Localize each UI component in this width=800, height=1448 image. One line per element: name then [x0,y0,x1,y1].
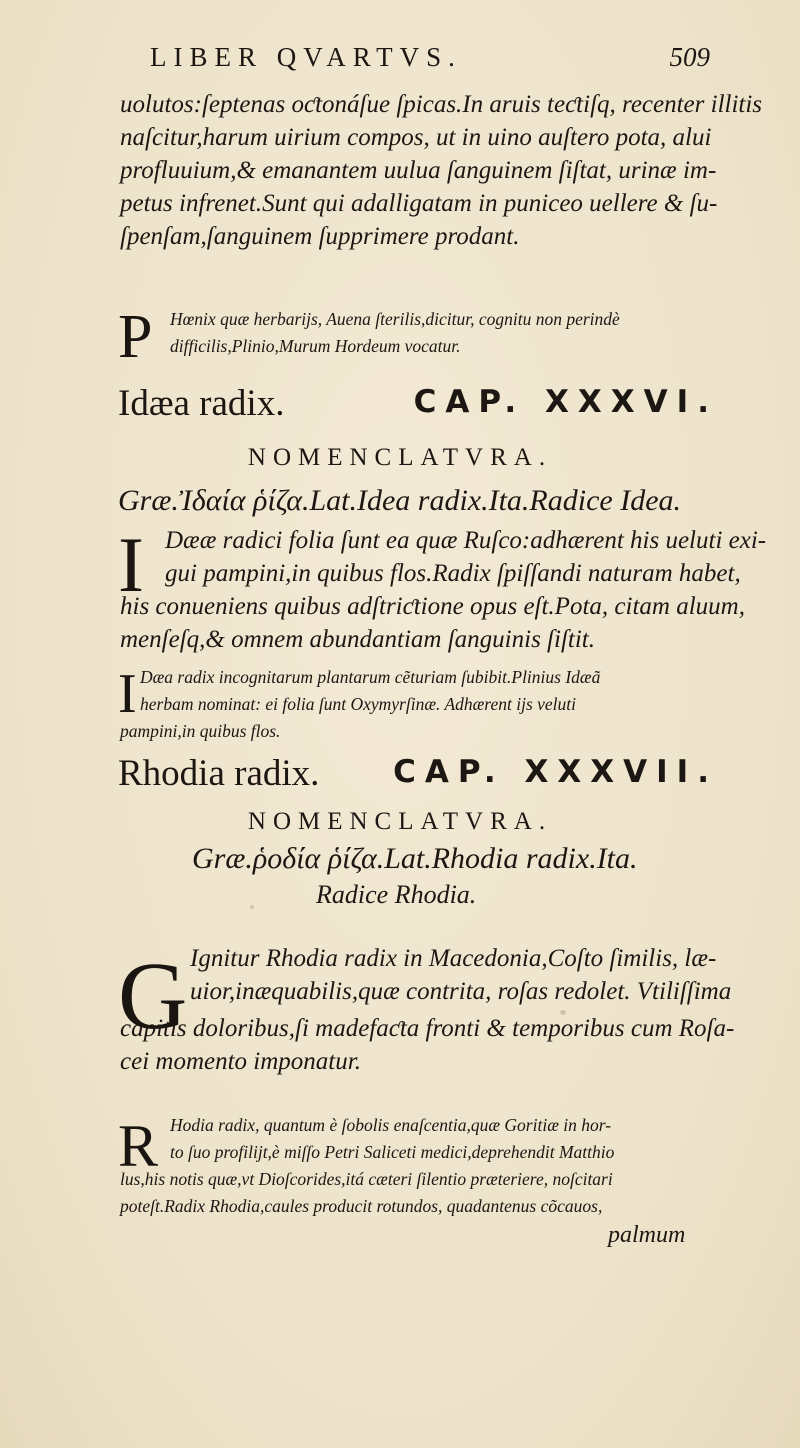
paragraph-continuation [120,88,763,253]
names-line: Græ.ῥοδία ῥίζα.Lat.Rhodia radix.Ita. [192,842,638,875]
chapter-heading [118,752,738,800]
text-line: gui pampini,in quibus flos.Radix ſpiſſandi naturam habet, [165,560,741,587]
page-number: 509 [669,42,710,72]
text-line: Ignitur Rhodia radix in Macedonia,Coſto ſimilis, læ- [190,945,717,972]
annotation-phoenix [170,306,770,360]
drop-cap: P [118,303,153,371]
text-line: menſeſq,& omnem abundantiam ſanguinis ſiſtit. [120,626,595,653]
catchword: palmum [608,1222,686,1248]
text-line: naſcitur,harum uirium compos, ut in uino auſtero pota, alui [120,124,712,151]
names-line: Radice Rhodia. [316,880,477,909]
annotation-rhodia [170,1112,770,1166]
running-head [150,42,710,78]
drop-cap: I [118,663,137,725]
running-head-title: LIBER QVARTVS. [150,42,462,72]
chapter-title: Rhodia radix. [118,753,320,794]
annotation-rhodia-cont [120,1166,720,1220]
paper-stain [560,1010,566,1015]
nomenclatura-heading: NOMENCLATVRA. [247,444,553,471]
drop-cap: I [118,521,144,608]
chapter-text [165,524,765,590]
text-line: poteſt.Radix Rhodia,caules producit rotundos, quadantenus cõcauos, [120,1196,603,1216]
text-line: herbam nominat: ei folia ſunt Oxymyrſinæ. Adhærent ijs veluti [140,694,576,714]
text-line: pampini,in quibus flos. [120,721,281,741]
drop-cap: R [118,1113,159,1179]
text-line: Dæa radix incognitarum plantarum cẽturiam ſubibit.Plinius Idæã [140,667,601,687]
chapter-text-cont [120,1012,735,1078]
text-line: ſpenſam,ſanguinem ſupprimere prodant. [120,223,520,250]
drop-cap: G [118,942,188,1049]
text-line: lus,his notis quæ,vt Dioſcorides,itá cæteri ſilentio præteriere, noſcitari [120,1169,613,1189]
text-line: profluuium,& emanantem uulua ſanguinem ſiſtat, urinæ im- [120,157,717,184]
text-line: Hœnix quæ herbarijs, Auena ſterilis,dicitur, cognitu non perindè [170,309,620,329]
text-line: Dææ radici folia ſunt ea quæ Ruſco:adhærent his ueluti exi- [165,527,767,554]
annotation-idaea [140,664,740,718]
text-line: uolutos:ſeptenas oƈtonáſue ſpicas.In aruis teƈtiſq, recenter illitis [120,91,763,118]
chapter-number: CAP. XXXVII. [393,754,718,790]
chapter-title: Idæa radix. [118,383,285,424]
chapter-text [190,942,790,1008]
text-line: cei momento imponatur. [120,1048,361,1075]
names-line: Græ.Ἰδαία ῥίζα.Lat.Idea radix.Ita.Radice Idea. [118,484,682,517]
text-line: to ſuo profilijt,è miſſo Petri Saliceti medici,deprehendit Matthio [170,1142,615,1162]
text-line: Hodia radix, quantum è ſobolis enaſcentia,quæ Goritiæ in hor- [170,1115,612,1135]
chapter-heading [118,382,738,430]
text-line: petus infrenet.Sunt qui adalligatam in puniceo uellere & ſu- [120,190,718,217]
text-line: difficilis,Plinio,Murum Hordeum vocatur. [170,336,461,356]
paper-stain [250,905,254,909]
text-line: his conueniens quibus adſtriƈtione opus eſt.Pota, citam aluum, [120,593,745,620]
text-line: capitis doloribus,ſi madefaƈta fronti & temporibus cum Roſa- [120,1015,735,1042]
annotation-idaea-cont [120,718,720,745]
chapter-text-cont [120,590,745,656]
nomenclatura-heading: NOMENCLATVRA. [247,808,553,835]
text-line: uior,inæquabilis,quæ contrita, roſas redolet. Vtiliſſima [190,978,732,1005]
chapter-number: CAP. XXXVI. [413,384,718,420]
